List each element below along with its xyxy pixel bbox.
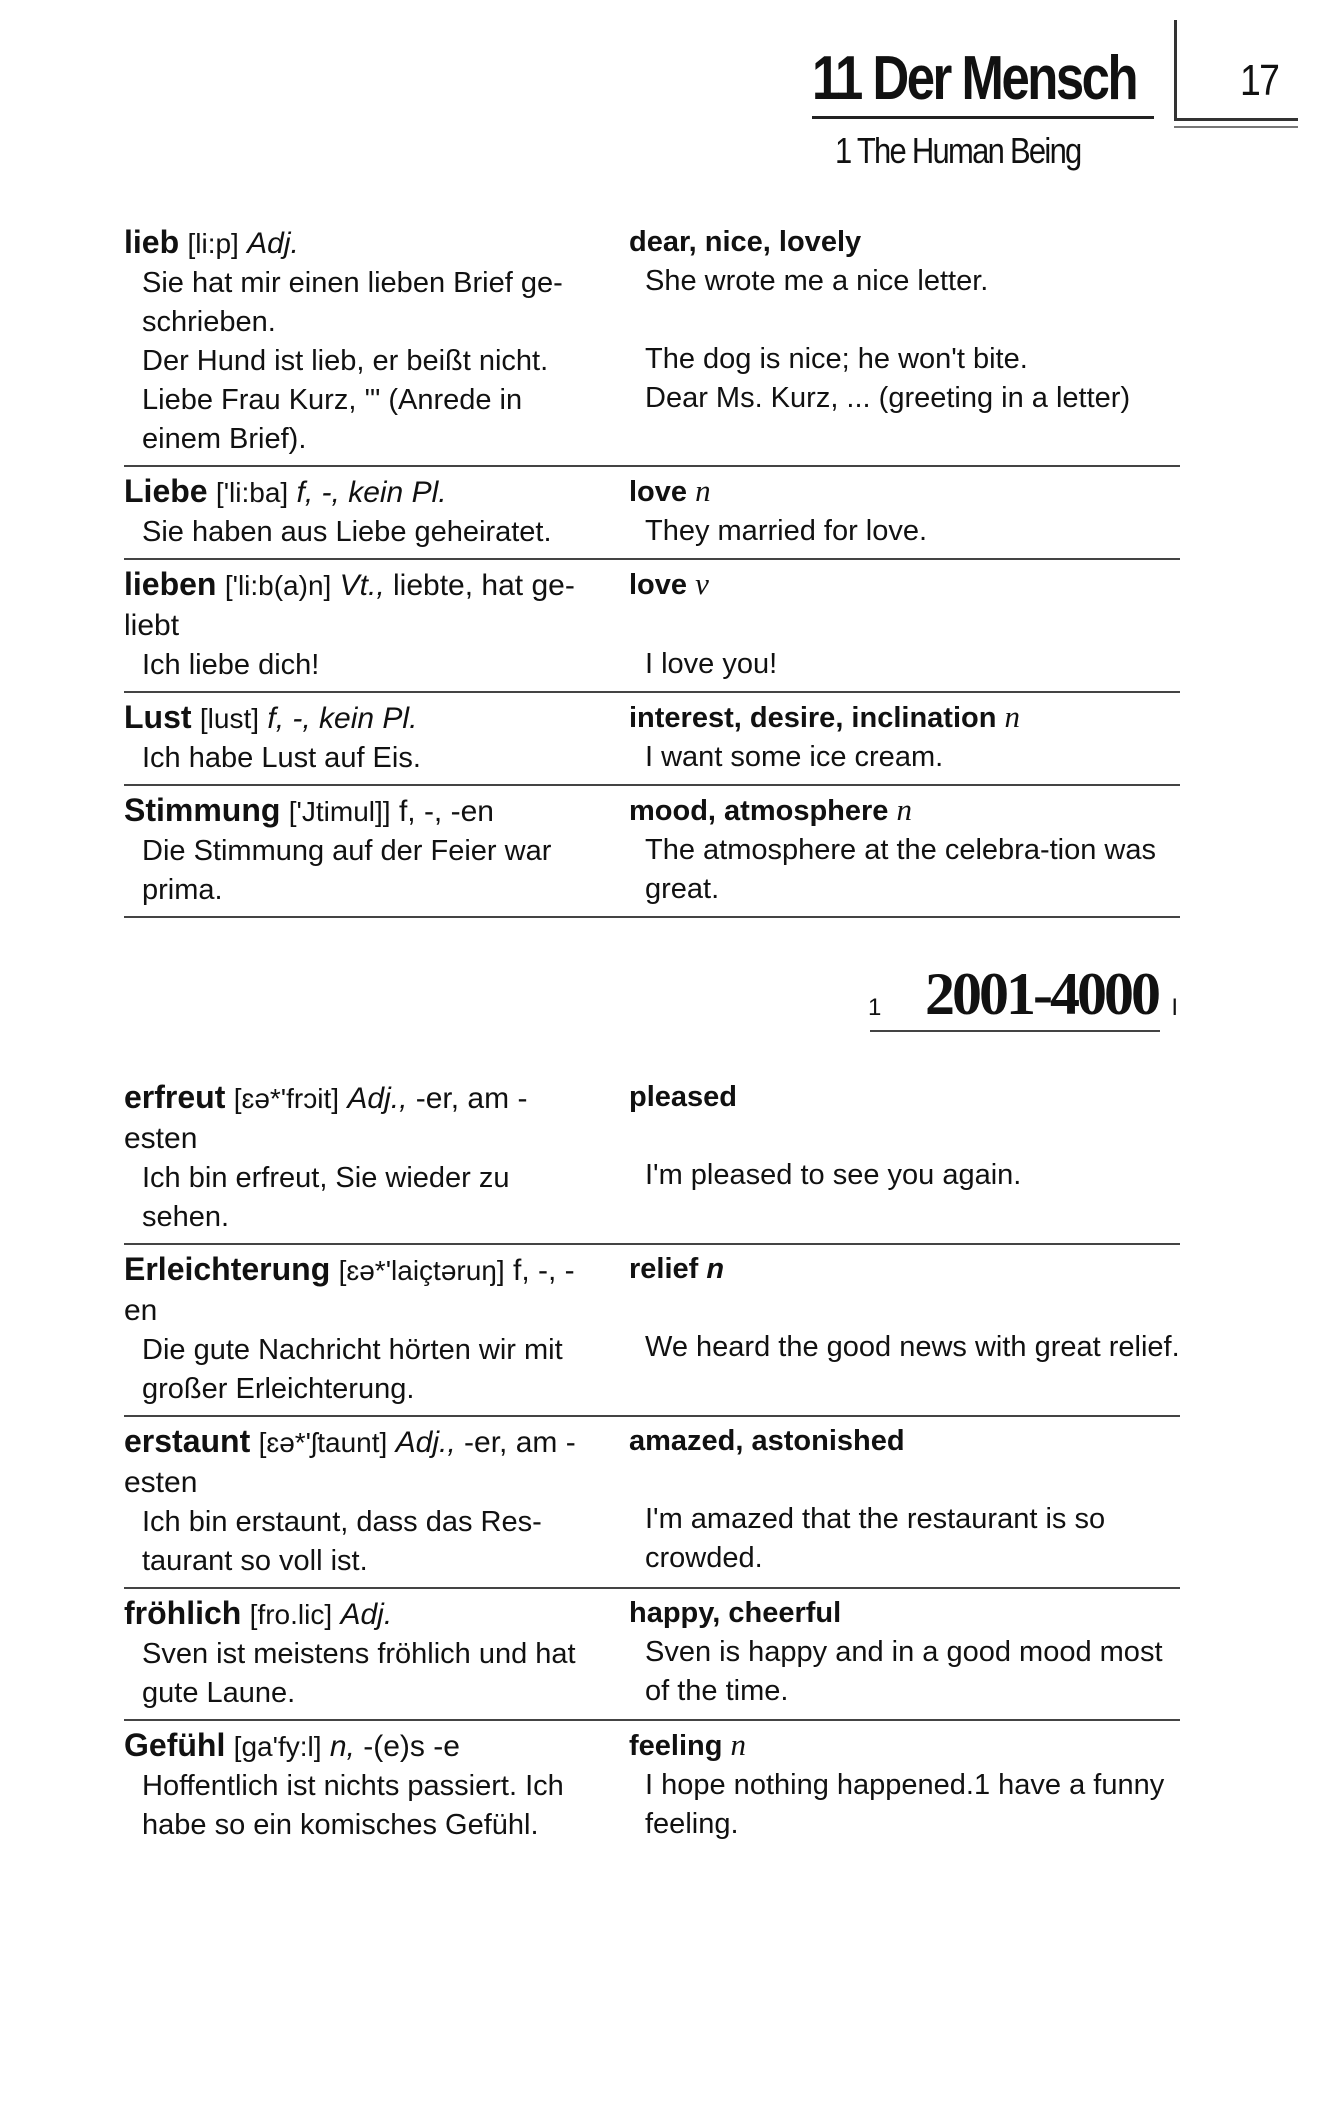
example-en: She wrote me a nice letter. — [645, 265, 989, 297]
header-vertical-rule — [1174, 20, 1177, 120]
german-column — [124, 564, 629, 685]
grammar-info: Vt., — [339, 569, 385, 602]
translation — [629, 697, 1180, 738]
grammar-info: f, -, kein Pl. — [267, 702, 418, 735]
example-de: Hoffentlich ist nichts passiert. Ich habe so ein komisches Gefühl. — [142, 1770, 564, 1841]
headword: fröhlich — [124, 1595, 242, 1631]
german-column — [124, 471, 629, 552]
grammar-forms: -er, am -esten — [124, 1082, 528, 1155]
example-de: Liebe Frau Kurz, '" (Anrede in einem Brief). — [142, 384, 523, 455]
entry-headline — [124, 697, 589, 739]
page-number: 17 — [1240, 56, 1279, 105]
translation-text: dear, nice, lovely — [629, 226, 862, 258]
part-of-speech: n — [695, 473, 711, 508]
example-en: We heard the good news with great relief. — [645, 1331, 1180, 1363]
example-en: I want some ice cream. — [645, 741, 944, 773]
entry-headline — [124, 564, 589, 646]
example-de: Sven ist meistens fröhlich und hat gute Laune. — [142, 1638, 576, 1709]
english-column — [629, 1249, 1180, 1409]
headword: Gefühl — [124, 1727, 226, 1763]
german-column — [124, 1421, 629, 1581]
translation — [629, 1593, 1180, 1633]
frequency-band — [860, 960, 1180, 1040]
headword: lieben — [124, 566, 217, 602]
part-of-speech: v — [695, 566, 709, 601]
headword: erstaunt — [124, 1423, 251, 1459]
vocab-entry — [124, 693, 1180, 786]
band-left-mark: 1 — [868, 994, 882, 1021]
german-column — [124, 697, 629, 778]
english-column — [629, 697, 1180, 778]
example-de: Sie haben aus Liebe geheiratet. — [142, 516, 552, 548]
example-en: I hope nothing happened.1 have a funny feeling. — [645, 1769, 1165, 1840]
german-column — [124, 1249, 629, 1409]
chapter-title: 11 Der Mensch — [812, 44, 1137, 113]
example-en: I'm amazed that the restaurant is so crowded. — [645, 1503, 1106, 1574]
pronunciation: ['li:ba] — [215, 477, 289, 508]
vocab-section-2 — [124, 1073, 1180, 1851]
english-column — [629, 1077, 1180, 1237]
header-horizontal-rule-secondary — [1174, 126, 1298, 128]
translation — [629, 564, 1180, 605]
grammar-forms: f, -, -en — [124, 1254, 575, 1327]
headword: Stimmung — [124, 792, 281, 828]
entry-headline — [124, 471, 589, 513]
example-en: The dog is nice; he won't bite. — [645, 343, 1028, 375]
vocab-entry — [124, 1721, 1180, 1851]
grammar-forms: -er, am -esten — [124, 1426, 576, 1499]
entry-headline — [124, 1077, 589, 1159]
band-right-mark: I — [1171, 994, 1178, 1021]
vocab-entry — [124, 1417, 1180, 1589]
chapter-title-underline — [812, 116, 1154, 119]
headword: Lust — [124, 699, 192, 735]
translation — [629, 1249, 1180, 1289]
translation-text: relief — [629, 1253, 699, 1285]
headword: Liebe — [124, 473, 208, 509]
page-header — [0, 18, 1320, 188]
grammar-info: Adj., — [395, 1426, 456, 1459]
example-en: The atmosphere at the celebra-tion was great. — [645, 834, 1156, 905]
grammar-forms: liebte, hat ge-liebt — [124, 569, 575, 642]
example-de: Der Hund ist lieb, er beißt nicht. — [142, 345, 549, 377]
grammar-info: Adj. — [340, 1598, 393, 1631]
pronunciation: [ga'fy:l] — [233, 1731, 322, 1762]
translation-text: happy, cheerful — [629, 1597, 842, 1629]
entry-headline — [124, 1421, 589, 1503]
part-of-speech: n — [730, 1727, 747, 1762]
translation-text: pleased — [629, 1081, 737, 1113]
translation — [629, 471, 1180, 512]
english-column — [629, 564, 1180, 685]
english-column — [629, 1421, 1180, 1581]
grammar-forms: f, -, -en — [398, 795, 494, 828]
band-underline — [870, 1030, 1160, 1032]
entry-headline — [124, 1249, 589, 1331]
pronunciation: [ɛə*'frɔit] — [233, 1083, 340, 1114]
example-en: They married for love. — [645, 515, 928, 547]
translation — [629, 222, 1180, 262]
grammar-info: Adj., — [347, 1082, 408, 1115]
translation — [629, 1421, 1180, 1461]
example-en: I'm pleased to see you again. — [645, 1159, 1022, 1191]
vocab-entry — [124, 786, 1180, 918]
vocab-section-1 — [124, 218, 1180, 918]
translation — [629, 790, 1180, 831]
vocab-entry — [124, 560, 1180, 693]
entry-headline — [124, 222, 589, 264]
example-en: I love you! — [645, 648, 778, 680]
part-of-speech: n — [706, 1253, 725, 1285]
grammar-info: f, -, kein Pl. — [296, 476, 447, 509]
vocab-entry — [124, 467, 1180, 560]
example-de: Ich habe Lust auf Eis. — [142, 742, 421, 774]
vocab-entry — [124, 1245, 1180, 1417]
german-column — [124, 790, 629, 910]
pronunciation: ['Jtimul]] — [288, 796, 391, 827]
pronunciation: [fro.lic] — [249, 1599, 333, 1630]
headword: lieb — [124, 224, 180, 260]
pronunciation: ['li:b(a)n] — [224, 570, 332, 601]
headword: erfreut — [124, 1079, 226, 1115]
german-column — [124, 1593, 629, 1713]
translation-text: amazed, astonished — [629, 1425, 905, 1457]
translation-text: love — [629, 569, 688, 601]
pronunciation: [lust] — [199, 703, 260, 734]
part-of-speech: n — [1004, 699, 1020, 734]
grammar-info: n, — [329, 1730, 355, 1763]
english-column — [629, 1725, 1180, 1845]
example-en: Dear Ms. Kurz, ... (greeting in a letter) — [645, 382, 1131, 414]
german-column — [124, 1077, 629, 1237]
entry-headline — [124, 1725, 589, 1767]
example-de: Ich bin erstaunt, dass das Res-taurant so voll ist. — [142, 1506, 542, 1577]
grammar-info: Adj. — [247, 227, 299, 260]
chapter-subtitle: 1 The Human Being — [835, 130, 1081, 171]
vocab-entry — [124, 1073, 1180, 1245]
part-of-speech: n — [896, 792, 912, 827]
pronunciation: [li:p] — [187, 228, 239, 259]
entry-headline — [124, 1593, 589, 1635]
translation — [629, 1725, 1180, 1766]
english-column — [629, 1593, 1180, 1713]
english-column — [629, 471, 1180, 552]
english-column — [629, 790, 1180, 910]
entry-headline — [124, 790, 589, 832]
english-column — [629, 222, 1180, 459]
translation — [629, 1077, 1180, 1117]
example-de: Sie hat mir einen lieben Brief ge-schrieben. — [142, 267, 563, 338]
example-de: Die gute Nachricht hörten wir mit großer Erleichterung. — [142, 1334, 563, 1405]
translation-text: mood, atmosphere — [629, 795, 889, 827]
band-range: 2001-4000 — [925, 961, 1158, 1027]
translation-text: feeling — [629, 1730, 723, 1762]
pronunciation: [ɛə*'ʃtaunt] — [258, 1427, 388, 1458]
example-de: Die Stimmung auf der Feier war prima. — [142, 835, 552, 906]
vocab-entry — [124, 218, 1180, 467]
pronunciation: [ɛə*'laiçtəruŋ] — [338, 1255, 505, 1286]
german-column — [124, 222, 629, 459]
headword: Erleichterung — [124, 1251, 331, 1287]
example-de: Ich liebe dich! — [142, 649, 320, 681]
vocab-entry — [124, 1589, 1180, 1721]
example-en: Sven is happy and in a good mood most of the time. — [645, 1636, 1163, 1707]
german-column — [124, 1725, 629, 1845]
header-horizontal-rule — [1174, 118, 1298, 121]
translation-text: love — [629, 476, 688, 508]
example-de: Ich bin erfreut, Sie wieder zu sehen. — [142, 1162, 510, 1233]
translation-text: interest, desire, inclination — [629, 702, 997, 734]
grammar-forms: -(e)s -e — [363, 1730, 460, 1763]
